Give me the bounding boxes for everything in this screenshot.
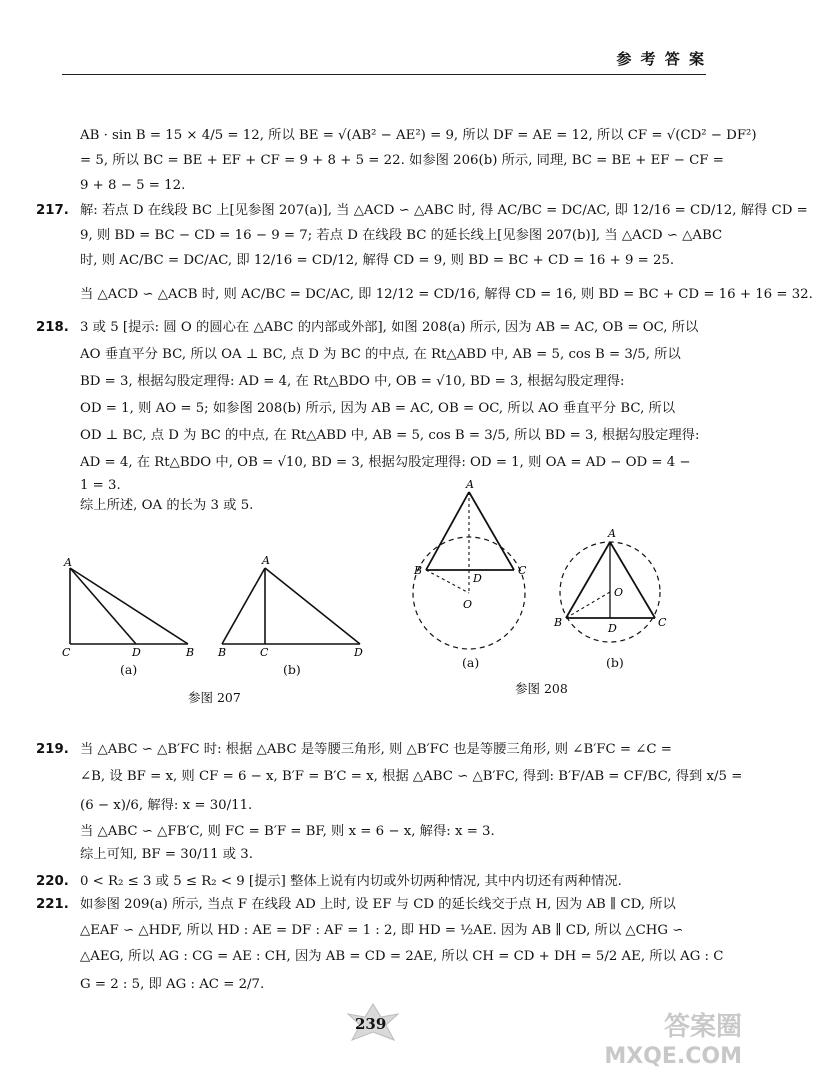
problem-number: 217. [36,203,69,218]
figure-208-title: 参图 208 [515,681,568,696]
svg-text:B: B [186,646,195,659]
text-line: 如参图 209(a) 所示, 当点 F 在线段 AD 上时, 设 EF 与 CD 的延长线交于点 H, 因为 AB ∥ CD, 所以 [80,897,676,912]
figure-207b-caption: (b) [283,662,301,677]
problem-number: 219. [36,742,69,757]
text-line: BD = 3, 根据勾股定理得: AD = 4, 在 Rt△BDO 中, OB = √10, BD = 3, 根据勾股定理得: [80,374,625,389]
text-line: △AEG, 所以 AG : CG = AE : CH, 因为 AB = CD = 2AE, 所以 CH = CD + DH = 5/2 AE, 所以 AG : C [80,949,724,964]
figure-207b [210,552,370,662]
svg-text:C: C [62,646,71,659]
svg-text:B: B [414,564,423,577]
text-line: 当 △ABC ∽ △B′FC 时: 根据 △ABC 是等腰三角形, 则 △B′FC 也是等腰三角形, 则 ∠B′FC = ∠C = [80,742,672,757]
svg-text:D: D [608,622,617,635]
svg-text:C: C [658,616,667,629]
svg-text:D: D [354,646,363,659]
text-line: 综上可知, BF = 30/11 或 3. [80,847,253,862]
svg-text:A: A [466,478,474,491]
text-line: △EAF ∽ △HDF, 所以 HD : AE = DF : AF = 1 : 2, 即 HD = ½AE. 因为 AB ∥ CD, 所以 △CHG ∽ [80,923,684,938]
text-line: AO 垂直平分 BC, 所以 OA ⊥ BC, 点 D 为 BC 的中点, 在 Rt△ABD 中, AB = 5, cos B = 3/5, 所以 [80,347,681,362]
text-line: 时, 则 AC/BC = DC/AC, 即 12/16 = CD/12, 解得 CD = 9, 则 BD = BC + CD = 16 + 9 = 25. [80,253,675,268]
problem-number: 221. [36,897,69,912]
figure-208b [552,522,682,652]
figure-208a-caption: (a) [462,655,480,670]
problem-number: 220. [36,874,69,889]
text-line: 综上所述, OA 的长为 3 或 5. [80,498,254,513]
watermark-logo [604,1012,742,1072]
text-line: ∠B, 设 BF = x, 则 CF = 6 − x, B′F = B′C = x, 根据 △ABC ∽ △B′FC, 得到: B′F/AB = CF/BC, 得到 x/5 = [80,769,743,784]
watermark-line: MXQE.COM [604,1044,742,1069]
svg-text:A: A [64,556,72,569]
figure-207a-caption: (a) [120,662,138,677]
text-line: 当 △ABC ∽ △FB′C, 则 FC = B′F = BF, 则 x = 6 − x, 解得: x = 3. [80,824,495,839]
text-line: AB · sin B = 15 × 4/5 = 12, 所以 BE = √(AB² − AE²) = 9, 所以 DF = AE = 12, 所以 CF = √(CD² − DF²) [80,128,757,143]
svg-text:D: D [473,572,482,585]
svg-text:A: A [262,554,270,567]
text-line: OD ⊥ BC, 点 D 为 BC 的中点, 在 Rt△ABD 中, AB = 5, cos B = 3/5, 所以 BD = 3, 根据勾股定理得: [80,428,700,443]
svg-text:B: B [218,646,227,659]
header-rule [62,74,706,75]
text-line: 解: 若点 D 在线段 BC 上[见参图 207(a)], 当 △ACD ∽ △ABC 时, 得 AC/BC = DC/AC, 即 12/16 = CD/12, 解得 CD = [80,203,808,218]
figure-207-title: 参图 207 [188,690,241,705]
svg-text:C: C [260,646,269,659]
svg-text:O: O [614,586,624,599]
text-line: 3 或 5 [提示: 圆 O 的圆心在 △ABC 的内部或外部], 如图 208(a) 所示, 因为 AB = AC, OB = OC, 所以 [80,320,699,335]
figure-208b-caption: (b) [606,655,624,670]
svg-text:D: D [132,646,141,659]
text-line: OD = 1, 则 AO = 5; 如参图 208(b) 所示, 因为 AB = AC, OB = OC, 所以 AO 垂直平分 BC, 所以 [80,401,676,416]
figure-208a [412,476,552,656]
problem-number: 218. [36,320,69,335]
svg-text:O: O [463,598,473,611]
page-header-title: 参 考 答 案 [616,50,706,68]
text-line: 1 = 3. [80,478,121,493]
text-line: 9, 则 BD = BC − CD = 16 − 9 = 7; 若点 D 在线段 BC 的延长线上[见参图 207(b)], 当 △ACD ∽ △ABC [80,228,723,243]
text-line: 9 + 8 − 5 = 12. [80,178,186,193]
text-line: 当 △ACD ∽ △ACB 时, 则 AC/BC = DC/AC, 即 12/12 = CD/16, 解得 CD = 16, 则 BD = BC + CD = 16 + 16 = 32. [80,287,813,302]
svg-text:B: B [554,616,563,629]
text-line: (6 − x)/6, 解得: x = 30/11. [80,798,253,813]
text-line: 0 < R₂ ≤ 3 或 5 ≤ R₂ < 9 [提示] 整体上说有内切或外切两种情况, 其中内切还有两种情况. [80,874,622,889]
svg-text:C: C [518,564,527,577]
figure-207a [60,556,200,661]
text-line: = 5, 所以 BC = BE + EF + CF = 9 + 8 + 5 = 22. 如参图 206(b) 所示, 同理, BC = BE + EF − CF = [80,153,724,168]
text-line: AD = 4, 在 Rt△BDO 中, OB = √10, BD = 3, 根据勾股定理得: OD = 1, 则 OA = AD − OD = 4 − [80,455,691,470]
watermark-line: 答案圈 [663,1012,742,1042]
page-number: 239 [355,1015,387,1033]
svg-text:A: A [608,527,616,540]
text-line: G = 2 : 5, 即 AG : AC = 2/7. [80,977,265,992]
